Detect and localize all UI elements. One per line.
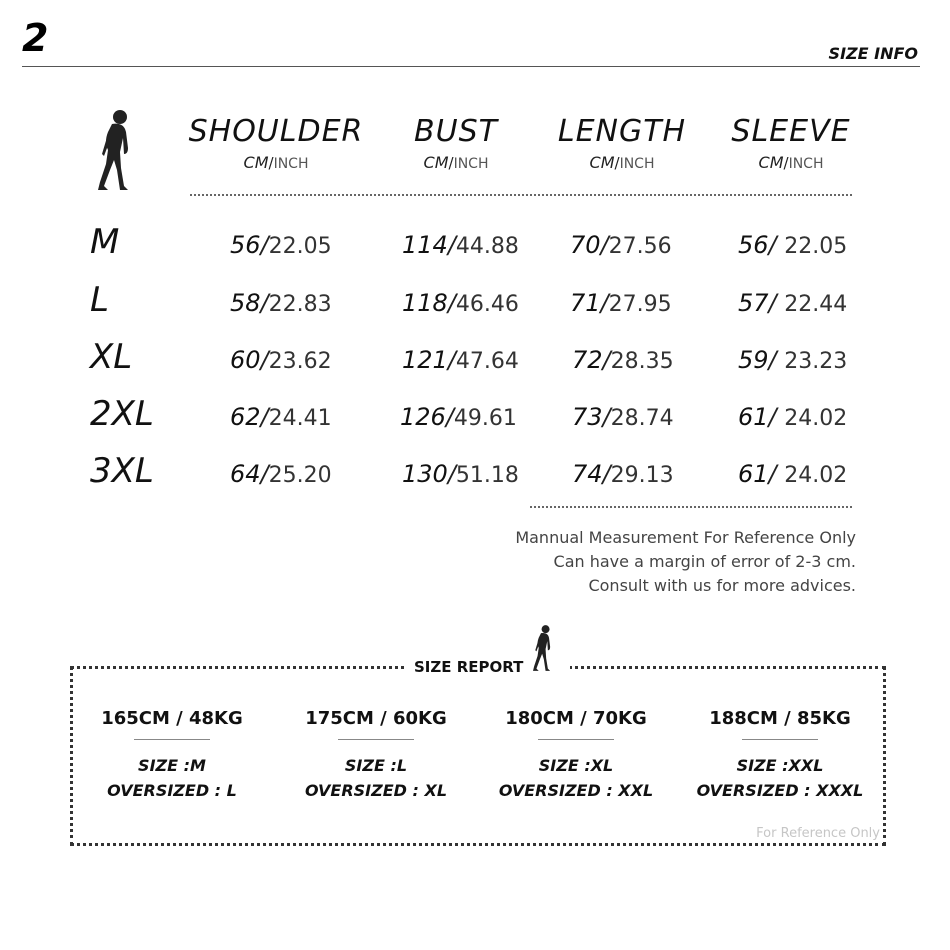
cell-sep: / [260, 403, 269, 431]
size-report-title: SIZE REPORT [414, 658, 524, 676]
height-weight: 188CM / 85KG [709, 708, 851, 729]
table-cell [570, 231, 672, 259]
table-cell [738, 289, 847, 317]
table-cell [402, 460, 519, 488]
cell-sep: / [768, 403, 785, 431]
table-cell [738, 231, 847, 259]
column-header-sleeve [726, 114, 856, 172]
cell-sep: / [260, 231, 269, 259]
cell-sep: / [768, 289, 785, 317]
cell-cm: 64 [230, 460, 261, 488]
cell-sep: / [447, 289, 456, 317]
cell-inch: 22.05 [268, 234, 332, 259]
cell-cm: 57 [738, 289, 769, 317]
cell-inch: 24.02 [784, 463, 848, 488]
unit-sep: / [614, 154, 620, 172]
table-cell [570, 289, 672, 317]
cell-inch: 22.44 [784, 292, 848, 317]
table-cell [230, 231, 332, 259]
cell-inch: 46.46 [455, 292, 519, 317]
table-cell [402, 231, 519, 259]
unit-inch: INCH [788, 156, 824, 172]
oversized-size: OVERSIZED : XXXL [696, 781, 864, 800]
table-cell [230, 289, 332, 317]
unit-cm: CM [243, 153, 269, 172]
size-report-entry [276, 708, 476, 800]
column-header-length [552, 114, 692, 172]
unit-inch: INCH [619, 156, 655, 172]
cell-inch: 44.88 [455, 234, 519, 259]
section-title: SIZE INFO [828, 44, 918, 63]
cell-cm: 56 [738, 231, 769, 259]
cell-inch: 22.83 [268, 292, 332, 317]
cell-sep: / [602, 403, 611, 431]
cell-cm: 73 [572, 403, 603, 431]
size-report-entry [680, 708, 880, 800]
oversized-size: OVERSIZED : XXL [498, 781, 654, 800]
recommended-size: SIZE :L [344, 756, 408, 775]
size-label: M [90, 222, 120, 262]
unit-cm: CM [589, 153, 615, 172]
cell-sep: / [447, 231, 456, 259]
cell-cm: 118 [402, 289, 448, 317]
header-divider [22, 66, 920, 67]
cell-inch: 22.05 [784, 234, 848, 259]
table-cell [230, 460, 332, 488]
column-unit [726, 153, 856, 172]
cell-sep: / [600, 231, 609, 259]
size-label: 2XL [90, 394, 154, 434]
human-figure-icon [90, 108, 134, 192]
size-label: L [90, 280, 109, 320]
cell-cm: 62 [230, 403, 261, 431]
cell-sep: / [768, 460, 785, 488]
entry-divider [742, 739, 818, 740]
column-unit [394, 153, 518, 172]
unit-cm: CM [423, 153, 449, 172]
cell-inch: 24.02 [784, 406, 848, 431]
unit-sep: / [783, 154, 789, 172]
cell-inch: 51.18 [455, 463, 519, 488]
cell-inch: 28.74 [610, 406, 674, 431]
table-cell [230, 346, 332, 374]
table-cell [572, 460, 674, 488]
unit-inch: INCH [273, 156, 309, 172]
cell-cm: 130 [402, 460, 448, 488]
cell-cm: 61 [738, 460, 769, 488]
cell-cm: 72 [572, 346, 603, 374]
cell-cm: 126 [400, 403, 446, 431]
cell-inch: 27.95 [608, 292, 672, 317]
cell-inch: 25.20 [268, 463, 332, 488]
cell-sep: / [768, 231, 785, 259]
cell-cm: 71 [570, 289, 601, 317]
cell-sep: / [445, 403, 454, 431]
cell-cm: 61 [738, 403, 769, 431]
cell-inch: 29.13 [610, 463, 674, 488]
column-header-shoulder [186, 114, 366, 172]
size-label: XL [90, 337, 133, 377]
human-figure-icon [528, 624, 554, 672]
table-dotted-divider [530, 506, 852, 508]
cell-inch: 23.23 [784, 349, 848, 374]
size-report-entry [476, 708, 676, 800]
table-cell [230, 403, 332, 431]
column-title: SHOULDER [188, 114, 364, 149]
height-weight: 165CM / 48KG [101, 708, 243, 729]
cell-inch: 28.35 [610, 349, 674, 374]
cell-inch: 27.56 [608, 234, 672, 259]
recommended-size: SIZE :XXL [736, 756, 824, 775]
cell-inch: 49.61 [453, 406, 517, 431]
cell-cm: 59 [738, 346, 769, 374]
column-unit [552, 153, 692, 172]
cell-inch: 47.64 [455, 349, 519, 374]
cell-inch: 23.62 [268, 349, 332, 374]
cell-cm: 56 [230, 231, 261, 259]
note-line: Consult with us for more advices. [588, 576, 856, 595]
cell-sep: / [260, 346, 269, 374]
unit-sep: / [448, 154, 454, 172]
recommended-size: SIZE :M [138, 756, 206, 775]
note-line: Mannual Measurement For Reference Only [515, 528, 856, 547]
entry-divider [338, 739, 414, 740]
table-cell [402, 346, 519, 374]
column-title: BUST [414, 114, 498, 149]
reference-footnote: For Reference Only [756, 826, 880, 841]
table-cell [572, 346, 674, 374]
size-label: 3XL [90, 451, 154, 491]
page-number: 2 [22, 16, 49, 60]
oversized-size: OVERSIZED : L [107, 781, 237, 800]
unit-inch: INCH [453, 156, 489, 172]
note-line: Can have a margin of error of 2-3 cm. [553, 552, 856, 571]
cell-sep: / [602, 460, 611, 488]
table-cell [738, 346, 847, 374]
recommended-size: SIZE :XL [538, 756, 614, 775]
entry-divider [538, 739, 614, 740]
cell-cm: 121 [402, 346, 448, 374]
cell-cm: 58 [230, 289, 261, 317]
table-cell [400, 403, 517, 431]
header-dotted-divider [190, 194, 852, 196]
table-cell [738, 460, 847, 488]
table-cell [738, 403, 847, 431]
cell-cm: 60 [230, 346, 261, 374]
column-header-bust [394, 114, 518, 172]
cell-sep: / [260, 460, 269, 488]
entry-divider [134, 739, 210, 740]
cell-sep: / [260, 289, 269, 317]
column-title: LENGTH [557, 114, 687, 149]
table-cell [402, 289, 519, 317]
height-weight: 180CM / 70KG [505, 708, 647, 729]
oversized-size: OVERSIZED : XL [304, 781, 448, 800]
cell-sep: / [768, 346, 785, 374]
cell-inch: 24.41 [268, 406, 332, 431]
unit-cm: CM [758, 153, 784, 172]
unit-sep: / [268, 154, 274, 172]
height-weight: 175CM / 60KG [305, 708, 447, 729]
cell-sep: / [447, 460, 456, 488]
cell-cm: 74 [572, 460, 603, 488]
cell-sep: / [447, 346, 456, 374]
cell-sep: / [602, 346, 611, 374]
column-unit [186, 153, 366, 172]
size-report-entry [72, 708, 272, 800]
size-report-header [406, 624, 570, 678]
cell-cm: 70 [570, 231, 601, 259]
column-title: SLEEVE [731, 114, 851, 149]
cell-sep: / [600, 289, 609, 317]
cell-cm: 114 [402, 231, 448, 259]
table-cell [572, 403, 674, 431]
